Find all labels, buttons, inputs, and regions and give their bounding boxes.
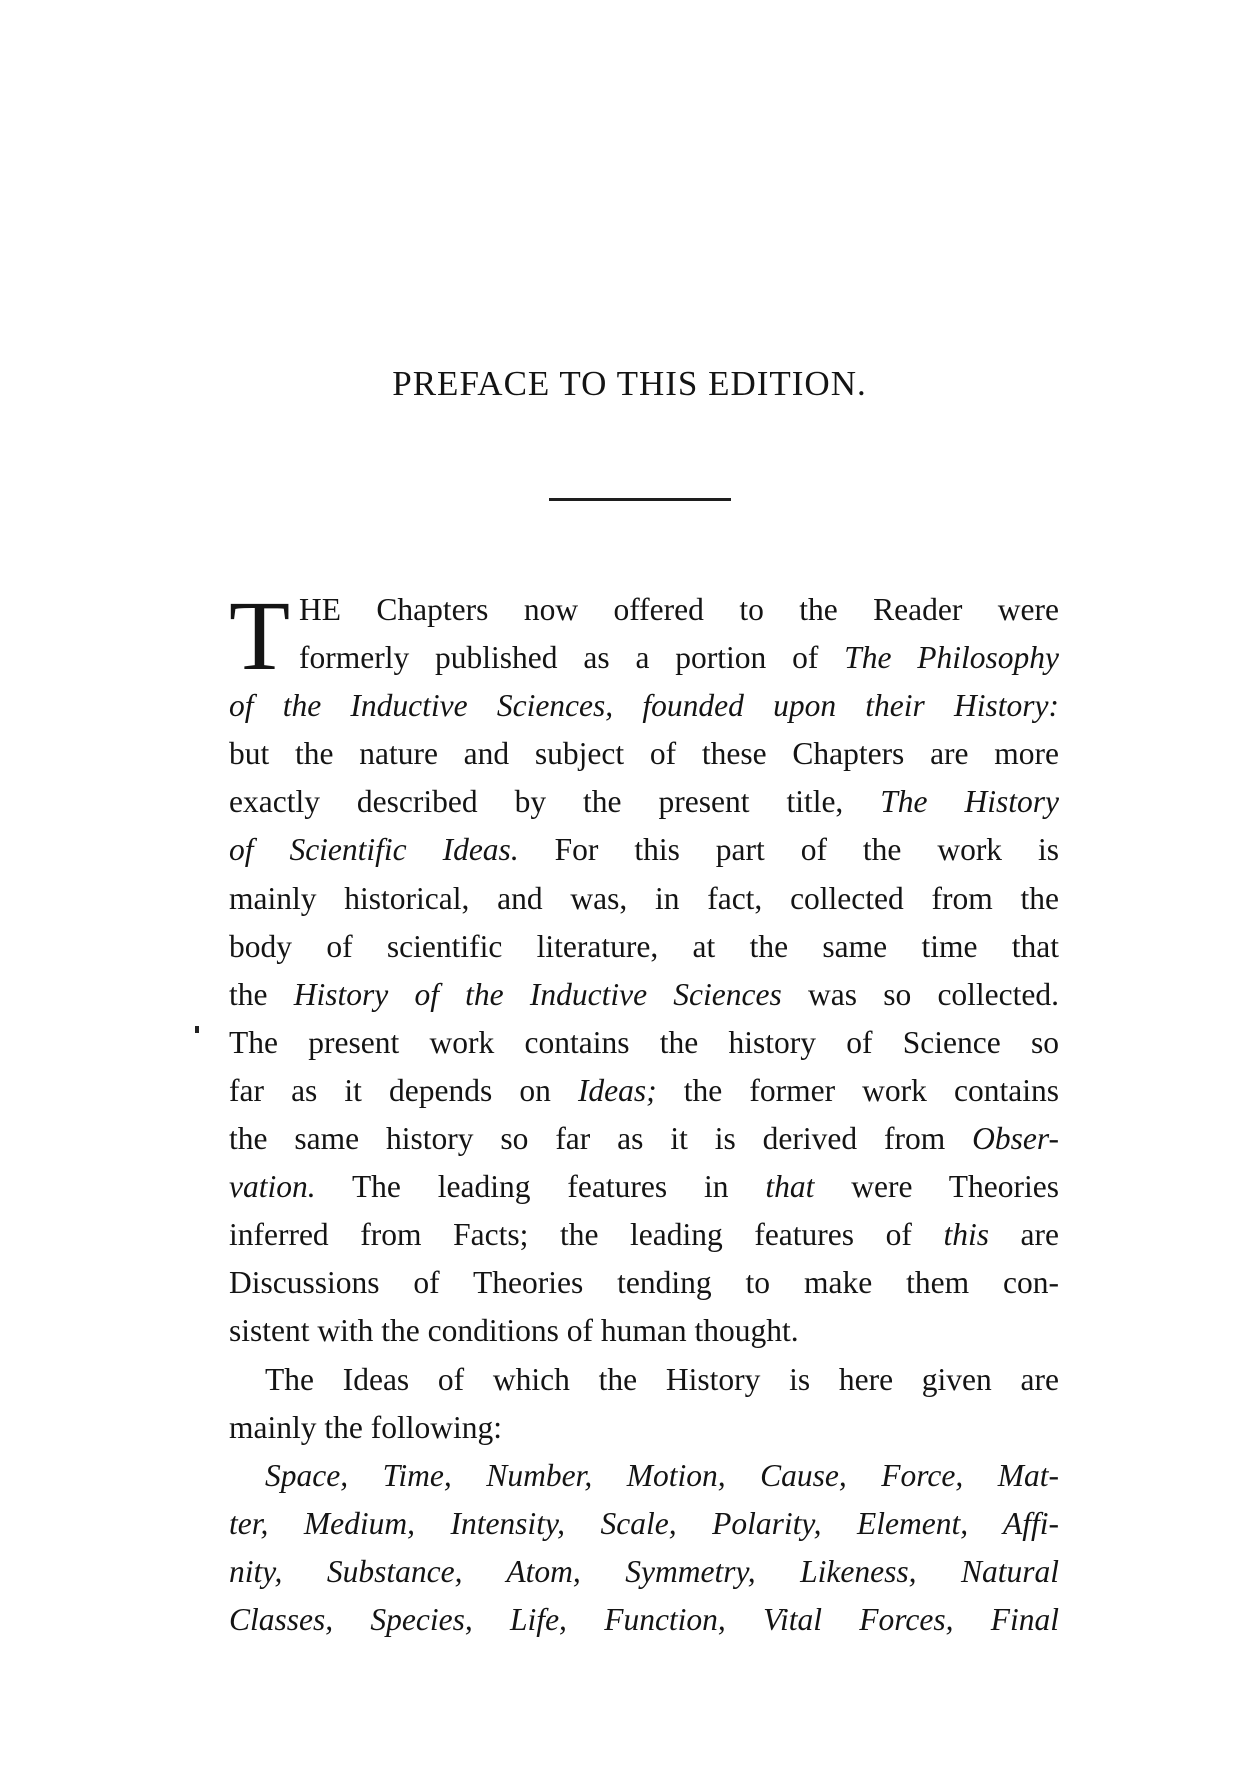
text-line <box>229 778 1059 826</box>
text-segment: the same history so far as it is derived from <box>229 1121 973 1157</box>
text-segment: were Theories <box>814 1169 1059 1205</box>
text-segment: the <box>229 976 294 1012</box>
italic-word: Obser- <box>972 1121 1059 1157</box>
text-line: mainly historical, and was, in fact, collected from the <box>229 880 1059 916</box>
text-line <box>229 634 1059 682</box>
text-line <box>229 1163 1059 1211</box>
body-text <box>229 586 1059 1644</box>
text-line <box>229 971 1059 1019</box>
text-segment: far as it depends on <box>229 1072 578 1108</box>
text-line <box>229 1067 1059 1115</box>
text-line <box>229 1500 1059 1548</box>
text-line: sistent with the conditions of human thought. <box>229 1313 799 1349</box>
text-line: The Ideas of which the History is here given are <box>265 1361 1059 1397</box>
text-segment: are <box>988 1217 1059 1253</box>
text-segment: The leading features in <box>315 1169 766 1205</box>
text-line <box>229 586 1059 634</box>
italic-title: The Philosophy <box>844 640 1059 676</box>
italic-list: ter, Medium, Intensity, Scale, Polarity, Element, Affi- <box>229 1505 1059 1541</box>
italic-word: Ideas; <box>577 1072 657 1108</box>
text-line <box>229 682 1059 730</box>
drop-cap: T <box>229 594 291 684</box>
text-line: but the nature and subject of these Chapters are more <box>229 736 1059 772</box>
heading-rule <box>549 498 731 501</box>
italic-list: Classes, Species, Life, Function, Vital Forces, Final <box>229 1601 1059 1637</box>
text-line <box>229 1115 1059 1163</box>
text-segment: For this part of the work is <box>518 832 1060 868</box>
italic-title: of the Inductive Sciences, founded upon their History: <box>229 688 1059 724</box>
italic-word: that <box>765 1169 815 1205</box>
text-segment: exactly described by the present title, <box>229 784 881 820</box>
text-segment: inferred from Facts; the leading features of <box>229 1217 944 1253</box>
page-heading: PREFACE TO THIS EDITION. <box>392 364 867 403</box>
text-line <box>229 826 1059 874</box>
italic-title: History of the Inductive Sciences <box>293 976 782 1012</box>
text-line <box>229 1596 1059 1644</box>
text-line <box>229 1211 1059 1259</box>
italic-word: vation. <box>229 1169 316 1205</box>
text-line: mainly the following: <box>229 1409 502 1445</box>
text-line: body of scientific literature, at the same time that <box>229 928 1059 964</box>
italic-word: this <box>943 1217 989 1253</box>
italic-title: of Scientific Ideas. <box>229 832 519 868</box>
text-segment: was so collected. <box>781 976 1059 1012</box>
text-segment: the former work contains <box>656 1072 1059 1108</box>
text-segment: HE Chapters now offered to the Reader were <box>299 592 1059 627</box>
margin-mark <box>195 1026 199 1033</box>
text-segment: formerly published as a portion of <box>299 640 845 676</box>
text-line <box>229 1452 1059 1500</box>
italic-title: The History <box>880 784 1060 820</box>
italic-list: nity, Substance, Atom, Symmetry, Likeness, Natural <box>229 1553 1059 1589</box>
text-line: The present work contains the history of Science so <box>229 1024 1059 1060</box>
text-line: Discussions of Theories tending to make them con- <box>229 1265 1059 1301</box>
text-line <box>229 1548 1059 1596</box>
italic-list: Space, Time, Number, Motion, Cause, Force, Mat- <box>265 1457 1059 1493</box>
